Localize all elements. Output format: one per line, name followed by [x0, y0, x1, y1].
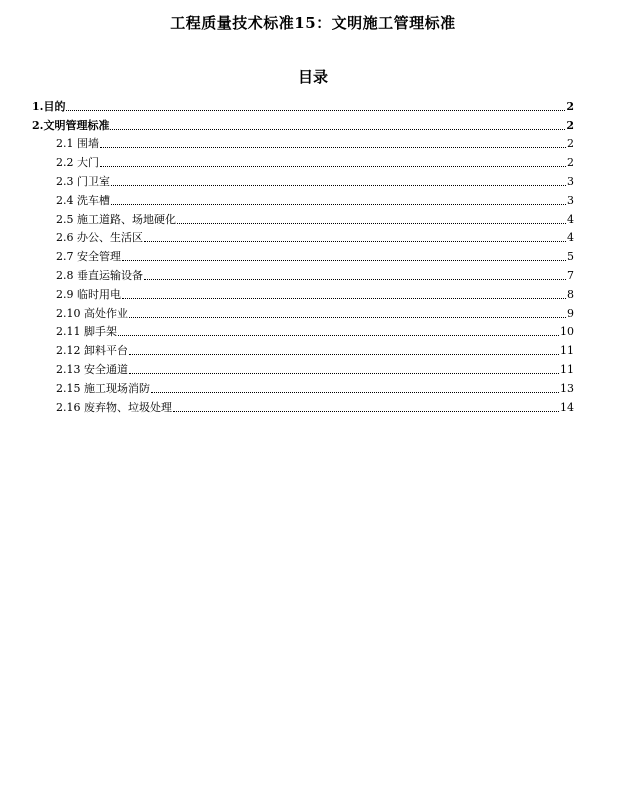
toc-entry[interactable] — [32, 358, 574, 377]
toc-entry[interactable] — [32, 227, 574, 246]
toc-dot-leader — [144, 279, 566, 280]
toc-entry-label: 2.6 办公、生活区 — [56, 231, 143, 245]
toc-entry[interactable] — [32, 133, 574, 152]
toc-entry-page-number: 14 — [560, 400, 574, 414]
toc-entry[interactable] — [32, 283, 574, 302]
toc-dot-leader — [129, 354, 559, 355]
toc-entry-page-number: 4 — [567, 231, 574, 245]
toc-dot-leader — [100, 166, 566, 167]
toc-dot-leader — [177, 223, 566, 224]
toc-dot-leader — [129, 317, 566, 318]
toc-entry[interactable] — [32, 377, 574, 396]
toc-dot-leader — [111, 185, 566, 186]
toc-entry[interactable] — [32, 95, 574, 114]
toc-entry-label: 2.3 门卫室 — [56, 174, 110, 188]
toc-entry[interactable] — [32, 245, 574, 264]
toc-heading: 目录 — [297, 68, 328, 86]
toc-entry[interactable] — [32, 151, 574, 170]
toc-entry-label: 2.16 废弃物、垃圾处理 — [56, 400, 172, 414]
toc-entry-label: 2.7 安全管理 — [56, 250, 121, 264]
toc-entry[interactable] — [32, 114, 574, 133]
toc-entry-label: 2.2 大门 — [56, 156, 99, 170]
toc-entry[interactable] — [32, 264, 574, 283]
toc-entry-page-number: 4 — [567, 212, 574, 226]
toc-dot-leader — [129, 373, 559, 374]
toc-dot-leader — [122, 260, 566, 261]
toc-entry-page-number: 11 — [560, 344, 574, 358]
toc-entry[interactable] — [32, 208, 574, 227]
toc-entry-label: 1.目的 — [32, 99, 66, 113]
toc-entry-page-number: 2 — [566, 99, 574, 113]
toc-dot-leader — [111, 204, 566, 205]
toc-entry-label: 2.4 洗车槽 — [56, 193, 110, 207]
toc-entry-label: 2.5 施工道路、场地硬化 — [56, 212, 176, 226]
toc-entry-page-number: 13 — [560, 381, 574, 395]
toc-entry-page-number: 2 — [567, 156, 574, 170]
toc-entry-label: 2.12 卸料平台 — [56, 344, 128, 358]
toc-dot-leader — [151, 392, 559, 393]
toc-entry[interactable] — [32, 339, 574, 358]
toc-entry-page-number: 10 — [560, 325, 574, 339]
toc-entry-label: 2.8 垂直运输设备 — [56, 268, 143, 282]
toc-dot-leader — [66, 110, 565, 111]
toc-dot-leader — [173, 411, 559, 412]
toc-dot-leader — [118, 335, 559, 336]
toc-dot-leader — [122, 298, 566, 299]
toc-entry[interactable] — [32, 321, 574, 340]
toc-entry-page-number: 8 — [567, 287, 574, 301]
table-of-contents — [32, 95, 574, 415]
toc-entry-page-number: 2 — [566, 118, 574, 132]
toc-entry-page-number: 3 — [567, 174, 574, 188]
toc-entry-label: 2.1 围墙 — [56, 137, 99, 151]
toc-entry-page-number: 2 — [567, 137, 574, 151]
toc-entry-page-number: 3 — [567, 193, 574, 207]
toc-entry-label: 2.11 脚手架 — [56, 325, 117, 339]
toc-entry-page-number: 5 — [567, 250, 574, 264]
toc-dot-leader — [110, 129, 565, 130]
toc-entry[interactable] — [32, 396, 574, 415]
toc-entry-page-number: 9 — [567, 306, 574, 320]
toc-entry[interactable] — [32, 302, 574, 321]
toc-dot-leader — [144, 241, 566, 242]
toc-entry[interactable] — [32, 170, 574, 189]
toc-dot-leader — [100, 147, 566, 148]
toc-entry-label: 2.9 临时用电 — [56, 287, 121, 301]
toc-entry-label: 2.13 安全通道 — [56, 362, 128, 376]
toc-entry-label: 2.10 高处作业 — [56, 306, 128, 320]
toc-entry-label: 2.文明管理标准 — [32, 118, 110, 132]
toc-entry[interactable] — [32, 189, 574, 208]
toc-entry-page-number: 11 — [560, 362, 574, 376]
document-title: 工程质量技术标准15：文明施工管理标准 — [170, 14, 456, 32]
toc-entry-page-number: 7 — [567, 268, 574, 282]
toc-entry-label: 2.15 施工现场消防 — [56, 381, 150, 395]
